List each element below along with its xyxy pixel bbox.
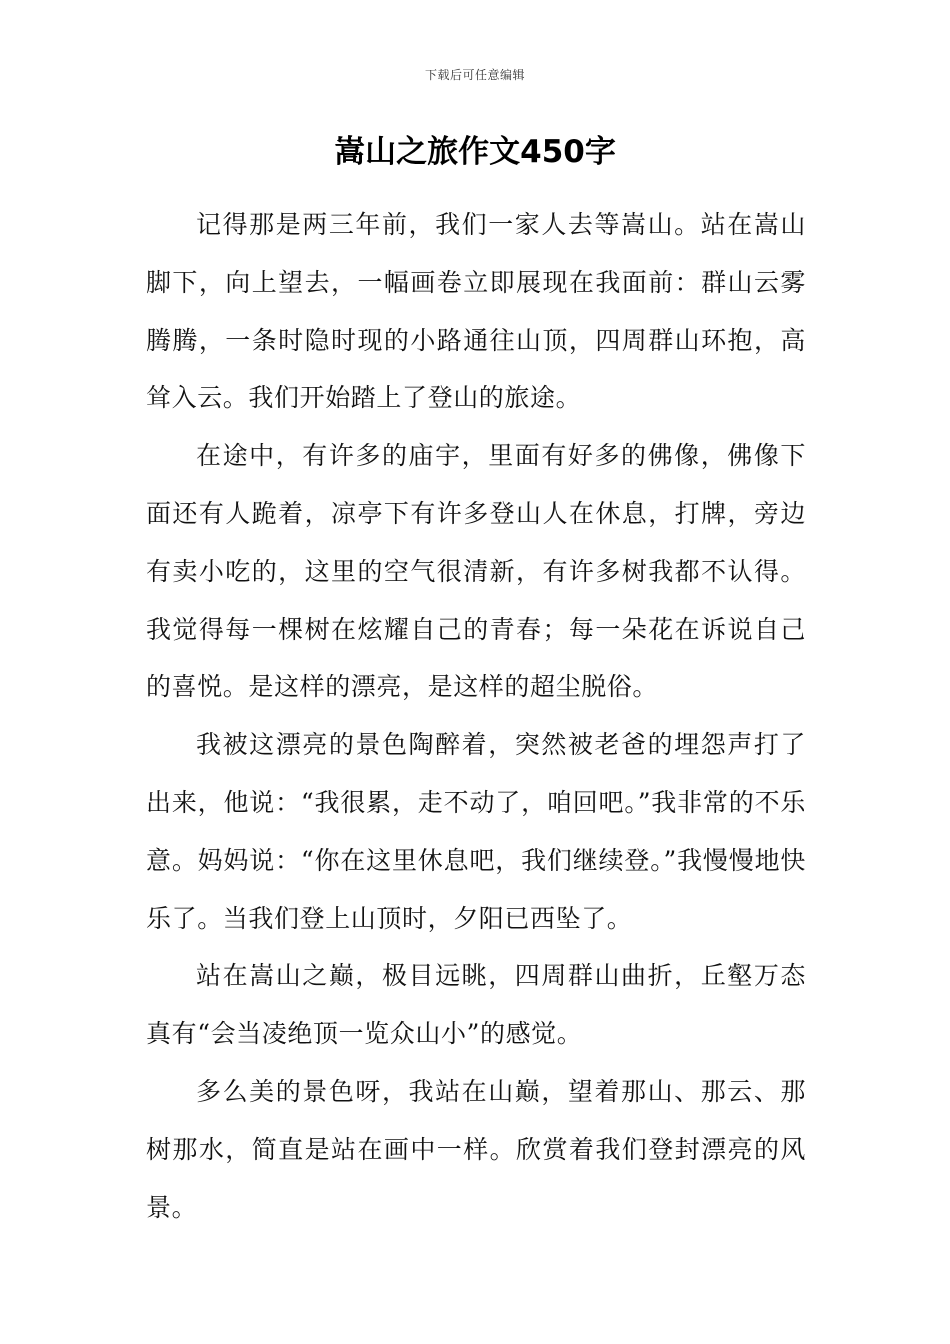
paragraph-1: 记得那是两三年前，我们一家人去等嵩山。站在嵩山脚下，向上望去，一幅画卷立即展现在我面前：群山云雾腾腾，一条时隐时现的小路通往山顶，四周群山环抱，高耸入云。我们开始踏上了登山的旅途。 — [146, 210, 806, 413]
paragraph-4: 站在嵩山之巅，极目远眺，四周群山曲折，丘壑万态真有“会当凌绝顶一览众山小”的感觉。 — [146, 961, 806, 1049]
document-body — [146, 196, 806, 1236]
document-title: 嵩山之旅作文450字 — [334, 134, 616, 170]
header-note: 下载后可任意编辑 — [424, 68, 525, 82]
paragraph-5: 多么美的景色呀，我站在山巅，望着那山、那云、那树那水，简直是站在画中一样。欣赏着我们登封漂亮的风景。 — [146, 1076, 806, 1222]
paragraph-2: 在途中，有许多的庙宇，里面有好多的佛像，佛像下面还有人跪着，凉亭下有许多登山人在休息，打牌，旁边有卖小吃的，这里的空气很清新，有许多树我都不认得。我觉得每一棵树在炫耀自己的青春；每一朵花在诉说自己的喜悦。是这样的漂亮，是这样的超尘脱俗。 — [146, 441, 806, 702]
paragraph-3: 我被这漂亮的景色陶醉着，突然被老爸的埋怨声打了出来，他说：“我很累，走不动了，咱回吧。”我非常的不乐意。妈妈说：“你在这里休息吧，我们继续登。”我慢慢地快乐了。当我们登上山顶时，夕阳已西坠了。 — [146, 730, 806, 933]
